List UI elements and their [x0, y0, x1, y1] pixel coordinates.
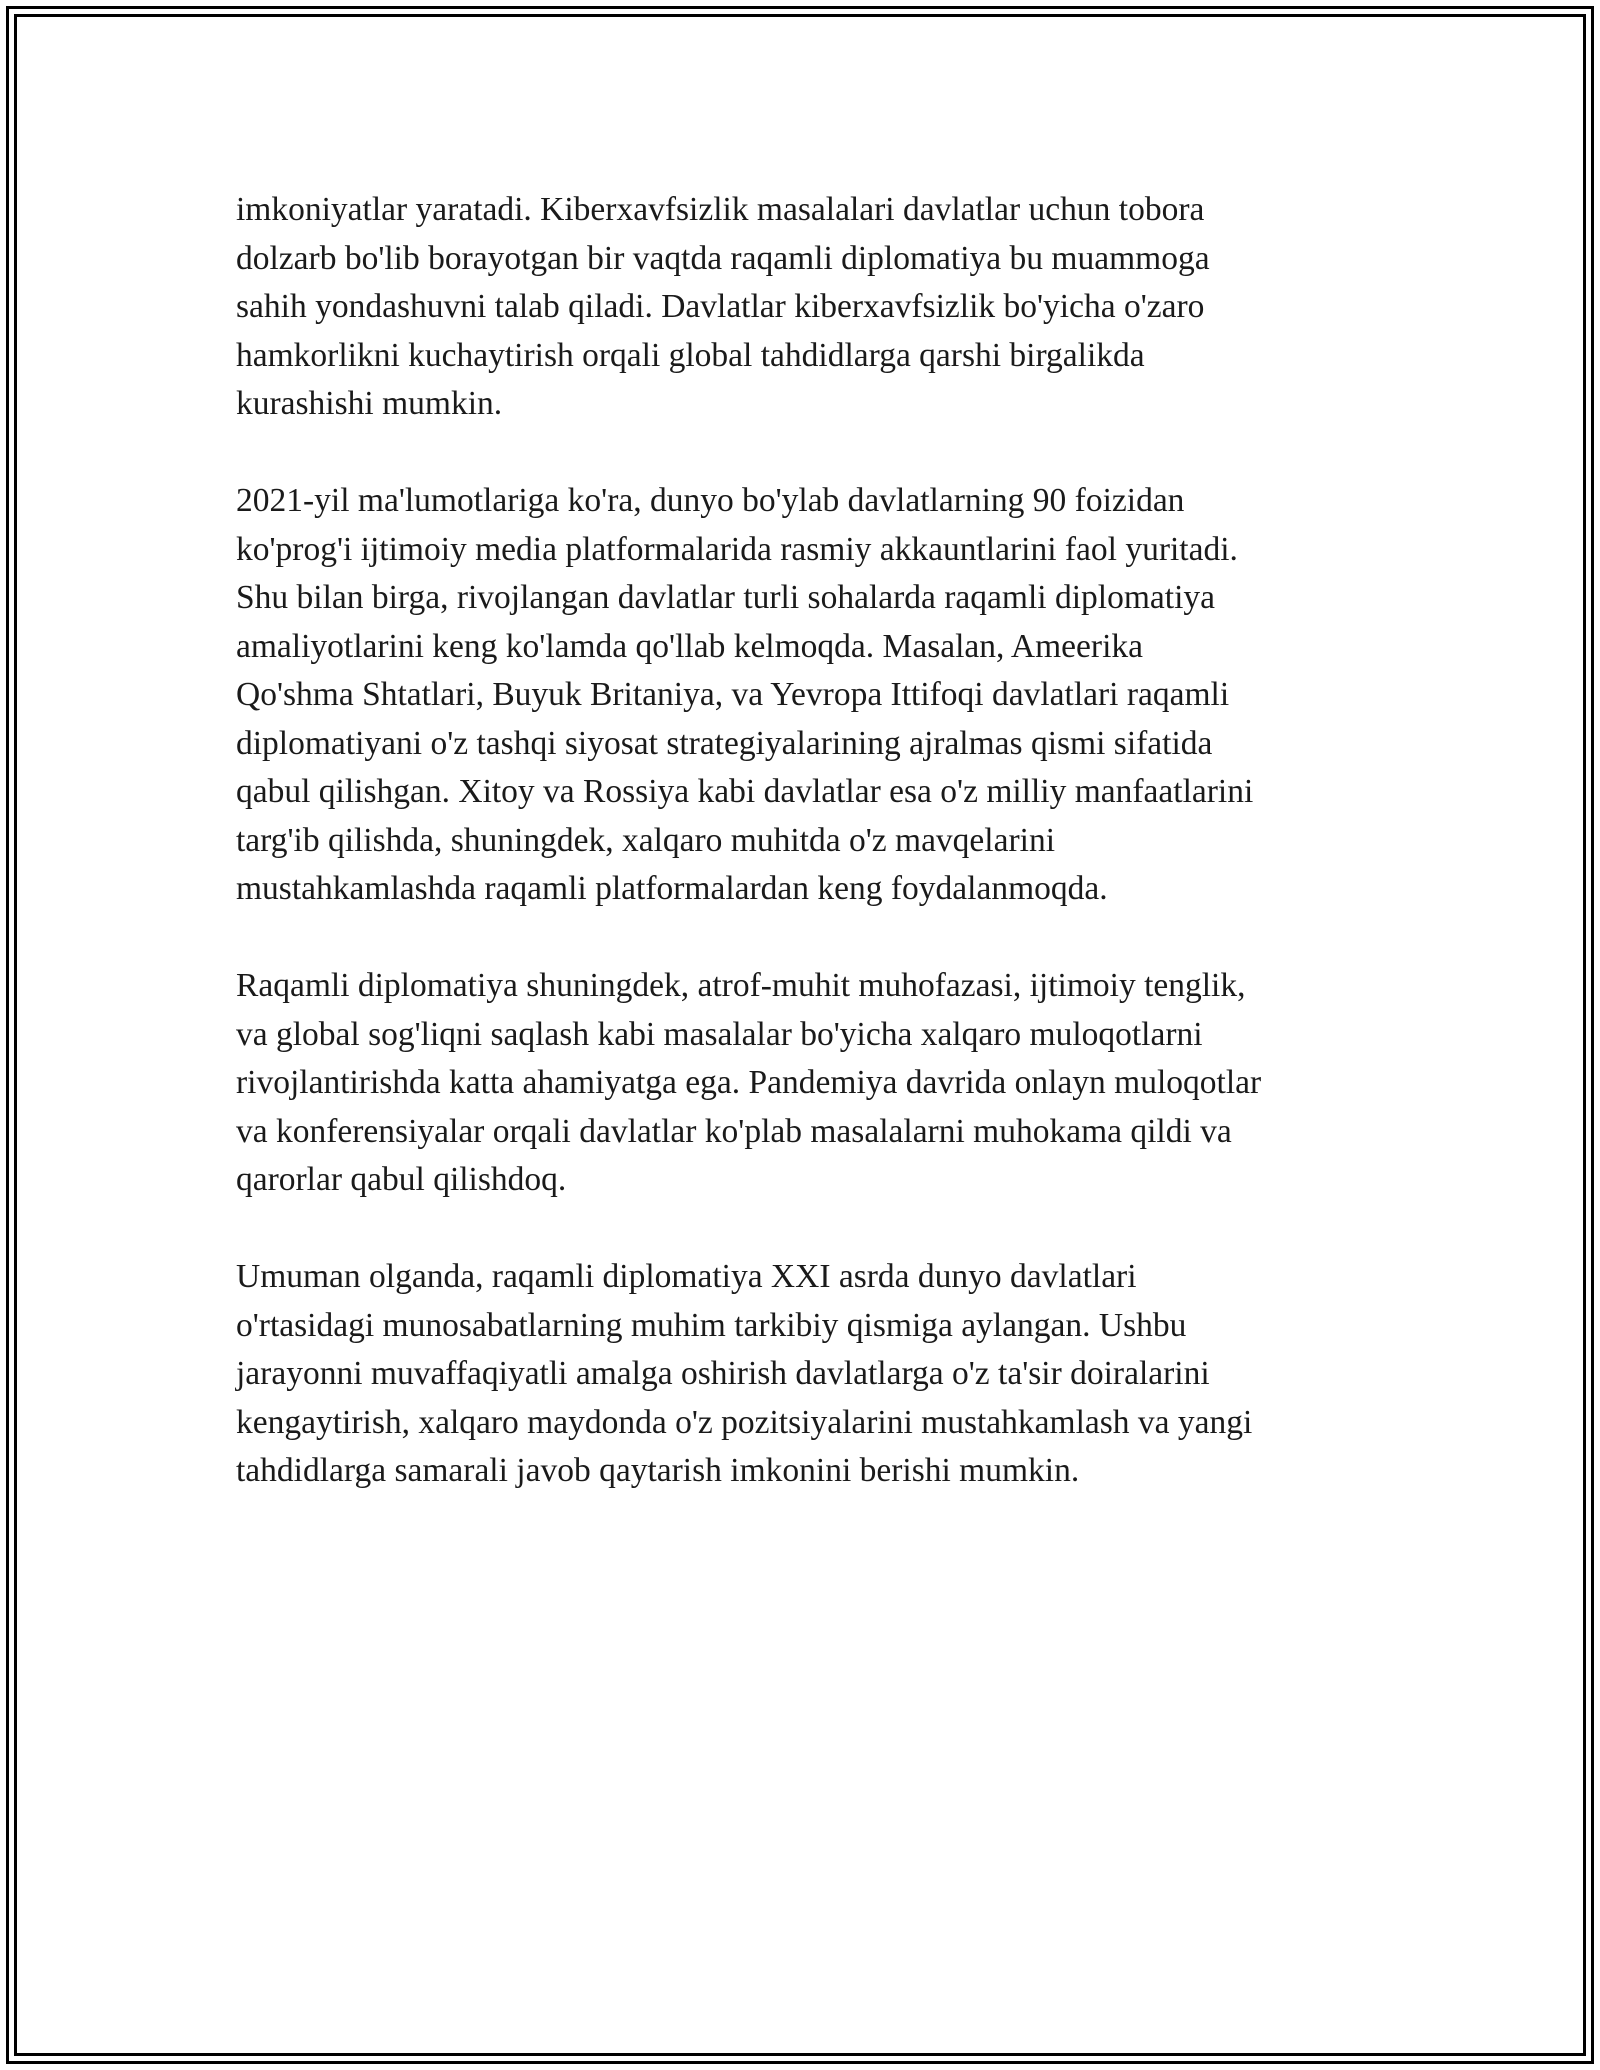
text-line: tahdidlarga samarali javob qaytarish imkonini berishi mumkin. — [236, 1452, 1080, 1489]
text-line: Umuman olganda, raqamli diplomatiya XXI asrda dunyo davlatlari — [236, 1258, 1137, 1295]
text-line: jarayonni muvaffaqiyatli amalga oshirish davlatlarga o'z ta'sir doiralarini — [236, 1355, 1210, 1392]
text-line: Raqamli diplomatiya shuningdek, atrof-muhit muhofazasi, ijtimoiy tenglik, — [236, 967, 1246, 1004]
text-line: ko'prog'i ijtimoiy media platformalarida rasmiy akkauntlarini faol yuritadi. — [236, 530, 1238, 568]
text-line: kengaytirish, xalqaro maydonda o'z pozitsiyalarini mustahkamlash va yangi — [236, 1403, 1253, 1441]
text-line: kurashishi mumkin. — [236, 385, 503, 422]
text-line: qabul qilishgan. Xitoy va Rossiya kabi davlatlar esa o'z milliy manfaatlarini — [236, 773, 1254, 810]
document-body — [236, 186, 1366, 1496]
paragraph-4 — [236, 1253, 1366, 1496]
text-line: targ'ib qilishda, shuningdek, xalqaro muhitda o'z mavqelarini — [236, 821, 1055, 859]
text-line: va konferensiyalar orqali davlatlar ko'plab masalalarni muhokama qildi va — [236, 1112, 1232, 1150]
text-line: amaliyotlarini keng ko'lamda qo'llab kelmoqda. Masalan, Ameerika — [236, 627, 1144, 665]
paragraph-1 — [236, 186, 1366, 429]
text-line: sahih yondashuvni talab qiladi. Davlatlar kiberxavfsizlik bo'yicha o'zaro — [236, 288, 1205, 325]
paragraph-3 — [236, 962, 1366, 1205]
text-line: mustahkamlashda raqamli platformalardan keng foydalanmoqda. — [236, 870, 1108, 907]
text-line: 2021-yil ma'lumotlariga ko'ra, dunyo bo'ylab davlatlarning 90 foizidan — [236, 482, 1185, 519]
text-line: dolzarb bo'lib borayotgan bir vaqtda raqamli diplomatiya bu muammoga — [236, 239, 1210, 277]
paragraph-2 — [236, 477, 1366, 914]
text-line: diplomatiyani o'z tashqi siyosat strategiyalarining ajralmas qismi sifatida — [236, 724, 1213, 762]
text-line: Shu bilan birga, rivojlangan davlatlar turli sohalarda raqamli diplomatiya — [236, 579, 1215, 616]
text-line: va global sog'liqni saqlash kabi masalalar bo'yicha xalqaro muloqotlarni — [236, 1015, 1203, 1053]
text-line: rivojlantirishda katta ahamiyatga ega. Pandemiya davrida onlayn muloqotlar — [236, 1064, 1262, 1101]
text-line: Qo'shma Shtatlari, Buyuk Britaniya, va Yevropa Ittifoqi davlatlari raqamli — [236, 676, 1230, 713]
text-line: qarorlar qabul qilishdoq. — [236, 1161, 567, 1198]
text-line: imkoniyatlar yaratadi. Kiberxavfsizlik masalalari davlatlar uchun tobora — [236, 191, 1205, 228]
text-line: hamkorlikni kuchaytirish orqali global tahdidlarga qarshi birgalikda — [236, 336, 1145, 374]
text-line: o'rtasidagi munosabatlarning muhim tarkibiy qismiga aylangan. Ushbu — [236, 1306, 1187, 1344]
